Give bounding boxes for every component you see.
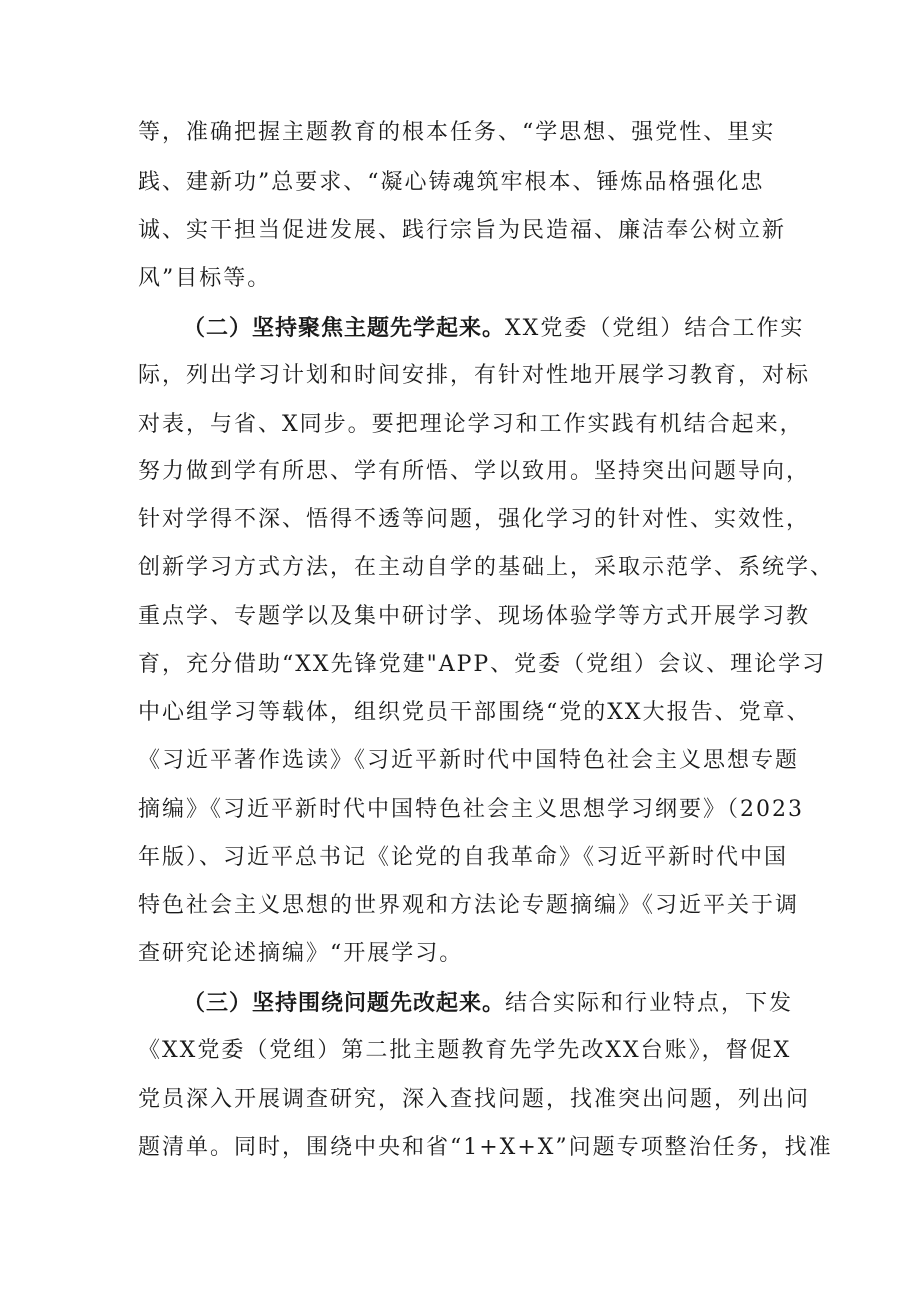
text-line: 努力做到学有所思、学有所悟、学以致用。坚持突出问题导向， xyxy=(138,459,811,484)
text-line: 题清单。同时，围绕中央和省“1+X+X”问题专项整治任务，找准 xyxy=(138,1135,833,1160)
section-heading-line xyxy=(183,313,805,343)
text-line: 等，准确把握主题教育的根本任务、“学思想、强党性、里实 xyxy=(138,120,776,145)
text-line: 际，列出学习计划和时间安排，有针对性地开展学习教育，对标 xyxy=(138,363,811,388)
text-line: 年版）、习近平总书记《论党的自我革命》《习近平新时代中国 xyxy=(138,845,789,870)
section-text: XX党委（党组）结合工作实 xyxy=(505,316,805,341)
text-line: 摘编》《习近平新时代中国特色社会主义思想学习纲要》（2023 xyxy=(138,797,804,822)
text-line: 特色社会主义思想的世界观和方法论专题摘编》《习近平关于调 xyxy=(138,893,800,918)
section-text: 结合实际和行业特点，下发 xyxy=(505,991,794,1016)
section-heading-line xyxy=(183,988,798,1018)
text-line: 创新学习方式方法，在主动自学的基础上，采取示范学、系统学、 xyxy=(138,555,835,580)
text-line: 《XX党委（党组）第二批主题教育先学先改XX台账》，督促X xyxy=(138,1038,792,1063)
text-line: 《习近平著作选读》《习近平新时代中国特色社会主义思想专题 xyxy=(138,748,800,773)
text-line: 对表，与省、X同步。要把理论学习和工作实践有机结合起来， xyxy=(138,412,804,437)
text-line: 党员深入开展调查研究，深入查找问题，找准突出问题，列出问 xyxy=(138,1087,811,1112)
section-heading: （二）坚持聚焦主题先学起来。 xyxy=(183,315,506,341)
text-line: 诚、实干担当促进发展、践行宗旨为民造福、廉洁奉公树立新 xyxy=(138,218,787,243)
text-line: 践、建新功”总要求、“凝心铸魂筑牢根本、锤炼品格强化忠 xyxy=(138,170,765,195)
text-line: 针对学得不深、悟得不透等问题，强化学习的针对性、实效性， xyxy=(138,507,811,532)
text-line: 重点学、专题学以及集中研讨学、现场体验学等方式开展学习教 xyxy=(138,604,811,629)
text-line: 中心组学习等载体，组织党员干部围绕“党的XX大报告、党章、 xyxy=(138,700,811,725)
text-line: 育，充分借助“XX先锋党建"APP、党委（党组）会议、理论学习 xyxy=(138,652,827,677)
section-heading: （三）坚持围绕问题先改起来。 xyxy=(183,990,506,1016)
text-line: 查研究论述摘编》“开展学习。 xyxy=(138,941,464,966)
text-line: 风”目标等。 xyxy=(138,266,272,291)
